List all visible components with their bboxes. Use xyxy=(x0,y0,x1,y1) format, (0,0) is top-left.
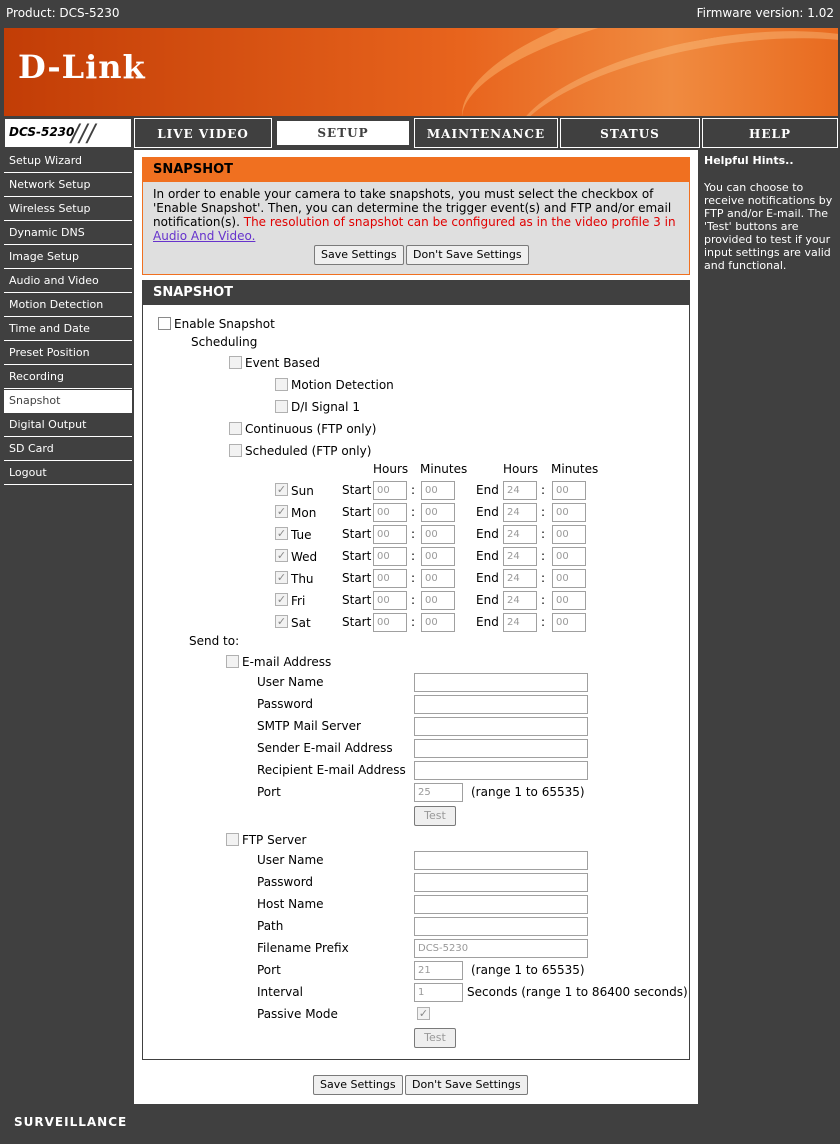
end-minutes-input-thu[interactable]: 00 xyxy=(552,569,586,588)
end-hours-input-sat[interactable]: 24 xyxy=(503,613,537,632)
email-password-label: Password xyxy=(257,697,314,711)
main-content xyxy=(134,150,698,1104)
end-hours-input-wed[interactable]: 24 xyxy=(503,547,537,566)
start-hours-input-sun[interactable]: 00 xyxy=(373,481,407,500)
email-username-label: User Name xyxy=(257,675,324,689)
event-based-label: Event Based xyxy=(245,356,321,370)
smtp-server-input[interactable] xyxy=(414,717,588,736)
top-bar xyxy=(0,0,840,28)
di-signal-checkbox[interactable] xyxy=(275,400,288,413)
end-minutes-input-tue[interactable]: 00 xyxy=(552,525,586,544)
start-label-sun: Start xyxy=(342,483,372,497)
model-name: DCS-5230 xyxy=(9,125,75,139)
firmware-label: Firmware version: 1.02 xyxy=(696,6,834,20)
smtp-server-label: SMTP Mail Server xyxy=(257,719,361,733)
save-button-top[interactable]: Save Settings xyxy=(314,245,404,265)
sidebar-item-preset-position[interactable]: Preset Position xyxy=(4,342,132,365)
end-label-sun: End xyxy=(476,483,499,497)
email-test-button[interactable]: Test xyxy=(414,806,456,826)
day-label-mon: Mon xyxy=(291,506,317,520)
day-checkbox-mon[interactable]: ✓ xyxy=(276,505,287,518)
intro-panel xyxy=(142,157,690,275)
end-hours-input-thu[interactable]: 24 xyxy=(503,569,537,588)
end-label-tue: End xyxy=(476,527,499,541)
email-checkbox[interactable] xyxy=(226,655,239,668)
ftp-checkbox[interactable] xyxy=(226,833,239,846)
start-label-tue: Start xyxy=(342,527,372,541)
day-checkbox-wed[interactable]: ✓ xyxy=(276,549,287,562)
motion-detection-label: Motion Detection xyxy=(291,378,394,392)
end-hours-input-sun[interactable]: 24 xyxy=(503,481,537,500)
tab-maintenance[interactable]: MAINTENANCE xyxy=(414,118,558,148)
day-label-sun: Sun xyxy=(291,484,314,498)
end-hours-header: Hours xyxy=(503,462,539,476)
scheduling-label: Scheduling xyxy=(191,335,258,349)
start-label-sat: Start xyxy=(342,615,372,629)
ftp-password-input[interactable] xyxy=(414,873,588,892)
start-colon-sun: : xyxy=(411,483,416,497)
main-tabs xyxy=(4,118,838,148)
start-colon-thu: : xyxy=(411,571,416,585)
banner xyxy=(4,28,838,116)
start-label-wed: Start xyxy=(342,549,372,563)
start-minutes-input-wed[interactable]: 00 xyxy=(421,547,455,566)
start-colon-wed: : xyxy=(411,549,416,563)
model-slash: /// xyxy=(71,119,96,147)
end-colon-fri: : xyxy=(541,593,546,607)
motion-detection-checkbox[interactable] xyxy=(275,378,288,391)
event-based-checkbox[interactable] xyxy=(229,356,242,369)
continuous-label: Continuous (FTP only) xyxy=(245,422,377,436)
ftp-port-range: (range 1 to 65535) xyxy=(471,963,585,977)
hints-title: Helpful Hints.. xyxy=(704,154,794,167)
start-label-thu: Start xyxy=(342,571,372,585)
end-minutes-input-sat[interactable]: 00 xyxy=(552,613,586,632)
sidebar-item-recording[interactable]: Recording xyxy=(4,366,132,389)
start-hours-input-wed[interactable]: 00 xyxy=(373,547,407,566)
filename-prefix-input[interactable]: DCS-5230 xyxy=(414,939,588,958)
hints-text: You can choose to receive notifications by FTP and/or E-mail. The 'Test' buttons are provided to test if your input settings are valid and functional. xyxy=(704,181,833,272)
start-colon-mon: : xyxy=(411,505,416,519)
start-colon-fri: : xyxy=(411,593,416,607)
email-port-label: Port xyxy=(257,785,281,799)
end-label-thu: End xyxy=(476,571,499,585)
tab-live-video[interactable]: LIVE VIDEO xyxy=(134,118,272,148)
ftp-host-label: Host Name xyxy=(257,897,324,911)
email-password-input[interactable] xyxy=(414,695,588,714)
end-minutes-input-wed[interactable]: 00 xyxy=(552,547,586,566)
interval-range: Seconds (range 1 to 86400 seconds) xyxy=(467,985,688,999)
ftp-test-button[interactable]: Test xyxy=(414,1028,456,1048)
scheduled-label: Scheduled (FTP only) xyxy=(245,444,372,458)
day-label-wed: Wed xyxy=(291,550,318,564)
end-label-mon: End xyxy=(476,505,499,519)
email-port-range: (range 1 to 65535) xyxy=(471,785,585,799)
product-label: Product: DCS-5230 xyxy=(6,6,120,20)
enable-snapshot-checkbox[interactable] xyxy=(158,317,171,330)
end-minutes-input-mon[interactable]: 00 xyxy=(552,503,586,522)
ftp-password-label: Password xyxy=(257,875,314,889)
hints-panel xyxy=(700,150,838,1104)
sidebar-item-time-date[interactable]: Time and Date xyxy=(4,318,132,341)
end-colon-sat: : xyxy=(541,615,546,629)
day-label-fri: Fri xyxy=(291,594,306,608)
end-minutes-input-sun[interactable]: 00 xyxy=(552,481,586,500)
day-label-tue: Tue xyxy=(291,528,312,542)
sidebar-item-sd-card[interactable]: SD Card xyxy=(4,438,132,461)
end-minutes-header: Minutes xyxy=(551,462,599,476)
start-hours-input-mon[interactable]: 00 xyxy=(373,503,407,522)
start-minutes-input-thu[interactable]: 00 xyxy=(421,569,455,588)
start-hours-input-sat[interactable]: 00 xyxy=(373,613,407,632)
end-label-fri: End xyxy=(476,593,499,607)
start-minutes-input-fri[interactable]: 00 xyxy=(421,591,455,610)
intro-description: In order to enable your camera to take snapshots, you must select the checkbox of 'Enable Snapshot'. Then, you can determine the trigger event(s) and FTP and/or email notification(s). xyxy=(153,187,672,229)
footer-label: SURVEILLANCE xyxy=(14,1115,128,1129)
day-checkbox-tue[interactable]: ✓ xyxy=(276,527,287,540)
enable-snapshot-label: Enable Snapshot xyxy=(174,317,275,331)
start-minutes-input-tue[interactable]: 00 xyxy=(421,525,455,544)
intro-title: SNAPSHOT xyxy=(143,158,689,182)
dont-save-button-top[interactable]: Don't Save Settings xyxy=(406,245,529,265)
end-colon-wed: : xyxy=(541,549,546,563)
recipient-email-input[interactable] xyxy=(414,761,588,780)
start-hours-header: Hours xyxy=(373,462,409,476)
end-colon-sun: : xyxy=(541,483,546,497)
intro-text xyxy=(143,182,689,243)
end-colon-thu: : xyxy=(541,571,546,585)
day-checkbox-fri[interactable]: ✓ xyxy=(276,593,287,606)
dont-save-button-bottom[interactable]: Don't Save Settings xyxy=(405,1075,528,1095)
start-colon-sat: : xyxy=(411,615,416,629)
sidebar-item-setup-wizard[interactable]: Setup Wizard xyxy=(4,150,132,173)
sidebar-item-logout[interactable]: Logout xyxy=(4,462,132,485)
start-label-fri: Start xyxy=(342,593,372,607)
end-label-wed: End xyxy=(476,549,499,563)
interval-input[interactable]: 1 xyxy=(414,983,463,1002)
end-hours-input-fri[interactable]: 24 xyxy=(503,591,537,610)
email-label: E-mail Address xyxy=(242,655,332,669)
filename-prefix-label: Filename Prefix xyxy=(257,941,349,955)
ftp-username-label: User Name xyxy=(257,853,324,867)
save-button-bottom[interactable]: Save Settings xyxy=(313,1075,403,1095)
sender-email-label: Sender E-mail Address xyxy=(257,741,393,755)
tab-help[interactable]: HELP xyxy=(702,118,838,148)
recipient-email-label: Recipient E-mail Address xyxy=(257,763,406,777)
sender-email-input[interactable] xyxy=(414,739,588,758)
end-colon-mon: : xyxy=(541,505,546,519)
start-hours-input-thu[interactable]: 00 xyxy=(373,569,407,588)
sidebar-item-dynamic-dns[interactable]: Dynamic DNS xyxy=(4,222,132,245)
ftp-path-label: Path xyxy=(257,919,284,933)
sidebar xyxy=(4,150,132,486)
sidebar-item-motion-detection[interactable]: Motion Detection xyxy=(4,294,132,317)
end-colon-tue: : xyxy=(541,527,546,541)
dlink-logo: D-Link xyxy=(18,48,146,86)
passive-mode-label: Passive Mode xyxy=(257,1007,338,1021)
scheduled-checkbox[interactable] xyxy=(229,444,242,457)
end-hours-input-mon[interactable]: 24 xyxy=(503,503,537,522)
day-checkbox-sat[interactable]: ✓ xyxy=(276,615,287,628)
interval-label: Interval xyxy=(257,985,303,999)
day-label-sat: Sat xyxy=(291,616,311,630)
snapshot-title: SNAPSHOT xyxy=(143,281,689,305)
intro-resolution-note: The resolution of snapshot can be configured as in the video profile 3 in xyxy=(243,215,676,229)
email-username-input[interactable] xyxy=(414,673,588,692)
audio-video-link[interactable]: Audio And Video. xyxy=(153,229,256,243)
email-port-input[interactable]: 25 xyxy=(414,783,463,802)
sidebar-item-image-setup[interactable]: Image Setup xyxy=(4,246,132,269)
start-hours-input-tue[interactable]: 00 xyxy=(373,525,407,544)
end-label-sat: End xyxy=(476,615,499,629)
send-to-label: Send to: xyxy=(189,634,240,648)
ftp-host-input[interactable] xyxy=(414,895,588,914)
sidebar-item-digital-output[interactable]: Digital Output xyxy=(4,414,132,437)
snapshot-panel xyxy=(142,280,690,1060)
start-minutes-header: Minutes xyxy=(420,462,468,476)
passive-mode-checkbox[interactable]: ✓ xyxy=(418,1007,429,1020)
day-checkbox-sun[interactable]: ✓ xyxy=(276,483,287,496)
ftp-port-input[interactable]: 21 xyxy=(414,961,463,980)
model-badge xyxy=(4,118,132,148)
start-hours-input-fri[interactable]: 00 xyxy=(373,591,407,610)
ftp-label: FTP Server xyxy=(242,833,307,847)
end-hours-input-tue[interactable]: 24 xyxy=(503,525,537,544)
start-minutes-input-sun[interactable]: 00 xyxy=(421,481,455,500)
ftp-port-label: Port xyxy=(257,963,281,977)
di-signal-label: D/I Signal 1 xyxy=(291,400,360,414)
day-label-thu: Thu xyxy=(291,572,314,586)
start-minutes-input-mon[interactable]: 00 xyxy=(421,503,455,522)
tab-status[interactable]: STATUS xyxy=(560,118,700,148)
sidebar-item-wireless-setup[interactable]: Wireless Setup xyxy=(4,198,132,221)
start-minutes-input-sat[interactable]: 00 xyxy=(421,613,455,632)
ftp-username-input[interactable] xyxy=(414,851,588,870)
day-checkbox-thu[interactable]: ✓ xyxy=(276,571,287,584)
footer xyxy=(4,1106,838,1140)
sidebar-item-snapshot[interactable]: Snapshot xyxy=(4,390,132,413)
end-minutes-input-fri[interactable]: 00 xyxy=(552,591,586,610)
continuous-checkbox[interactable] xyxy=(229,422,242,435)
start-colon-tue: : xyxy=(411,527,416,541)
sidebar-item-audio-video[interactable]: Audio and Video xyxy=(4,270,132,293)
tab-setup[interactable]: SETUP xyxy=(274,118,412,148)
ftp-path-input[interactable] xyxy=(414,917,588,936)
start-label-mon: Start xyxy=(342,505,372,519)
sidebar-item-network-setup[interactable]: Network Setup xyxy=(4,174,132,197)
